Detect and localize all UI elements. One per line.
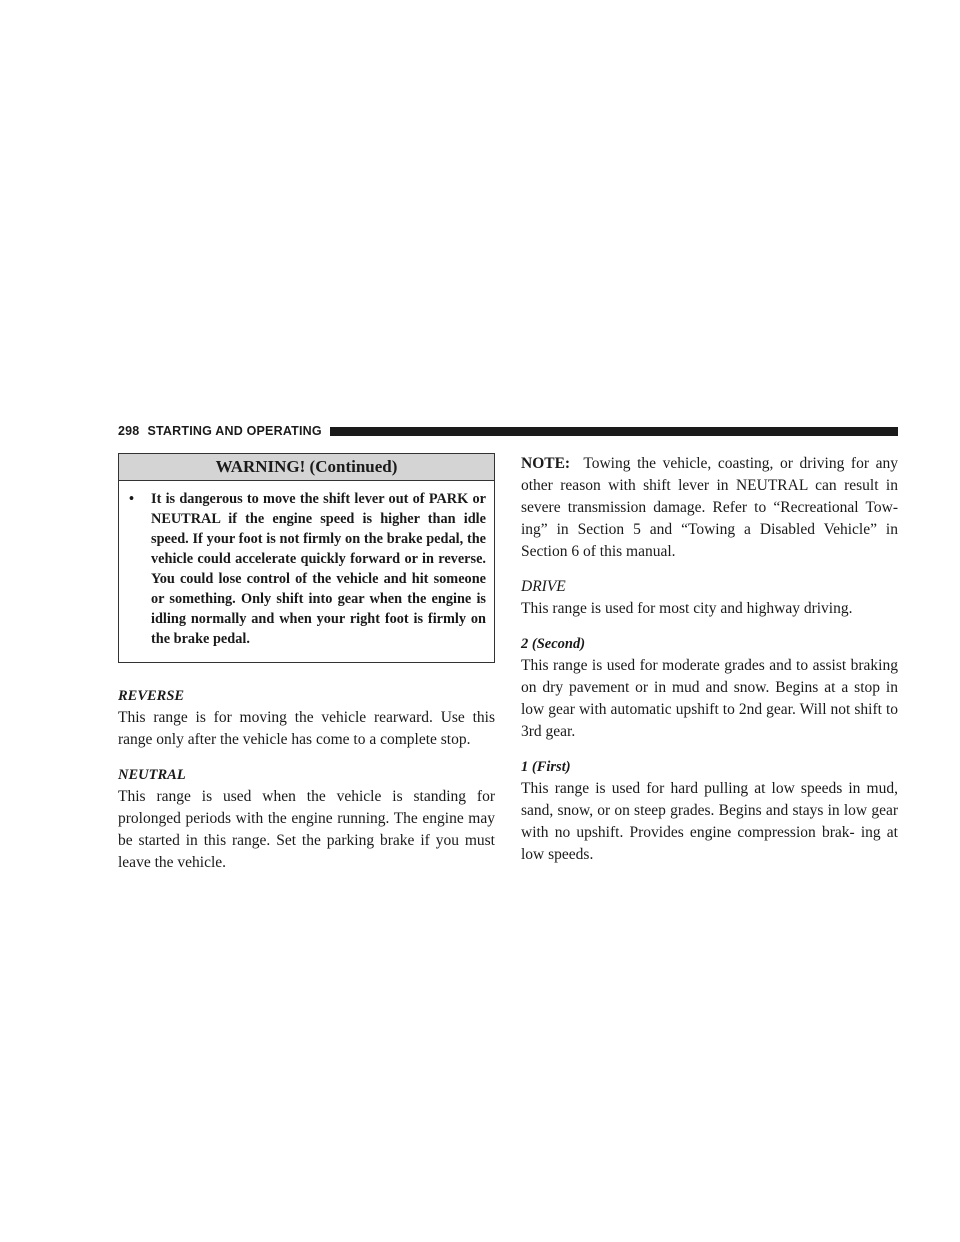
reverse-heading: REVERSE	[118, 688, 185, 704]
drive-section	[521, 576, 898, 620]
right-column	[521, 453, 898, 866]
left-column	[118, 453, 495, 874]
drive-heading: DRIVE	[521, 578, 566, 595]
bullet-icon: •	[129, 491, 135, 507]
second-section	[521, 633, 898, 743]
page-number: 298	[118, 424, 140, 438]
header-rule	[330, 427, 898, 436]
second-heading: 2 (Second)	[521, 636, 586, 652]
warning-text: It is dangerous to move the shift lever out of PARK or NEUTRAL if the engine speed is higher than idle speed. If your foot is not firmly on the brake pedal, the vehicle could accelerate quickly forward or in reverse. You could lose control of the vehicle and hit someone or something. Only shift into gear when the engine is idling normally and when your right foot is firmly on the brake pedal.	[151, 491, 486, 647]
note-text: Towing the vehicle, coasting, or driving for any other reason with shift lever in NEUTRAL can result in severe transmission damage. Refer to “Recreational Tow- ing” in Section 5 and “Towing a Disabled Vehicle” in Section 6 of this manual.	[521, 455, 898, 560]
first-text: This range is used for hard pulling at low speeds in mud, sand, snow, or on steep grades. Begins and stays in low gear with no upshift. Provides engine compression brak- ing at low speeds.	[521, 780, 898, 863]
page-header	[118, 422, 898, 440]
first-section	[521, 756, 898, 866]
neutral-section	[118, 764, 495, 874]
note-label: NOTE:	[521, 455, 571, 472]
warning-title: WARNING! (Continued)	[119, 454, 494, 481]
second-text: This range is used for moderate grades and to assist braking on dry pavement or in mud and snow. Begins at a stop in low gear with automatic upshift to 2nd gear. Will not shift to 3rd gear.	[521, 657, 898, 740]
warning-body	[119, 481, 494, 662]
first-heading: 1 (First)	[521, 759, 571, 775]
reverse-text: This range is for moving the vehicle rearward. Use this range only after the vehicle has come to a complete stop.	[118, 709, 495, 748]
warning-box	[118, 453, 495, 663]
note-paragraph	[521, 453, 898, 563]
reverse-section	[118, 685, 495, 751]
drive-text: This range is used for most city and highway driving.	[521, 600, 853, 617]
neutral-text: This range is used when the vehicle is standing for prolonged periods with the engine running. The engine may be started in this range. Set the parking brake if you must leave the vehicle.	[118, 788, 495, 871]
neutral-heading: NEUTRAL	[118, 767, 186, 783]
section-title: STARTING AND OPERATING	[147, 424, 322, 438]
